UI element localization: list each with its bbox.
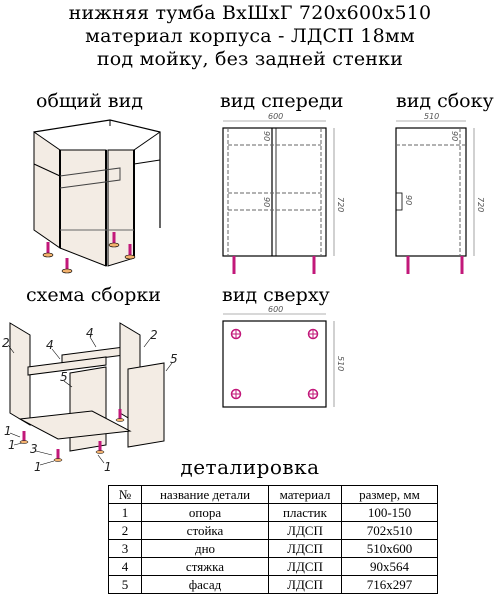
assembly-num-1-a: 1 [4, 424, 12, 438]
assembly-num-4-front: 4 [46, 338, 54, 352]
assembly-drawing [0, 315, 200, 475]
cell-number: 2 [109, 522, 142, 540]
front-width-dim: 600 [268, 112, 284, 121]
assembly-num-1-d: 1 [104, 460, 112, 474]
cell-part-name: дно [142, 540, 269, 558]
cell-size: 702х510 [342, 522, 438, 540]
cell-material: ЛДСП [269, 576, 342, 594]
details-title: деталировка [180, 455, 320, 479]
table-row [109, 504, 438, 522]
cell-number: 5 [109, 576, 142, 594]
label-general-view: общий вид [36, 90, 143, 112]
details-table [108, 485, 438, 594]
top-depth-dim: 510 [336, 356, 345, 372]
cell-material: пластик [269, 504, 342, 522]
side-rail1-dim: 90 [450, 131, 459, 142]
assembly-num-2-left: 2 [2, 336, 10, 350]
label-front-view: вид спереди [220, 90, 344, 112]
cell-material: ЛДСП [269, 540, 342, 558]
assembly-num-1-b: 1 [8, 438, 16, 452]
table-row [109, 540, 438, 558]
general-view-drawing [30, 118, 170, 278]
cell-size: 90х564 [342, 558, 438, 576]
cell-size: 510х600 [342, 540, 438, 558]
header-size: размер, мм [342, 486, 438, 504]
cell-number: 3 [109, 540, 142, 558]
cell-part-name: фасад [142, 576, 269, 594]
table-header-row [109, 486, 438, 504]
assembly-num-3: 3 [30, 442, 38, 456]
title-line-1: нижняя тумба ВхШхГ 720х600х510 [68, 2, 432, 24]
header-material: материал [269, 486, 342, 504]
cell-number: 4 [109, 558, 142, 576]
label-top-view: вид сверху [222, 284, 330, 306]
side-view-drawing [392, 112, 492, 285]
front-height-dim: 720 [336, 197, 345, 213]
cell-material: ЛДСП [269, 558, 342, 576]
assembly-num-5-right: 5 [170, 352, 178, 366]
table-row [109, 558, 438, 576]
label-side-view: вид сбоку [396, 90, 494, 112]
cell-size: 716х297 [342, 576, 438, 594]
cell-part-name: опора [142, 504, 269, 522]
header-number: № [109, 486, 142, 504]
title-line-2: материал корпуса - ЛДСП 18мм [85, 25, 415, 47]
cell-part-name: стяжка [142, 558, 269, 576]
assembly-num-2-right: 2 [150, 328, 158, 342]
label-assembly: схема сборки [26, 284, 161, 306]
cell-material: ЛДСП [269, 522, 342, 540]
table-row [109, 522, 438, 540]
top-width-dim: 600 [268, 305, 284, 314]
header-part-name: название детали [142, 486, 269, 504]
assembly-num-1-c: 1 [34, 460, 42, 474]
front-view-drawing [220, 112, 350, 285]
title-line-3: под мойку, без задней стенки [96, 48, 404, 70]
side-depth-dim: 510 [424, 112, 440, 121]
cell-part-name: стойка [142, 522, 269, 540]
assembly-num-5-left: 5 [60, 370, 68, 384]
front-rail2-dim: 90 [262, 197, 271, 208]
front-rail1-dim: 90 [262, 131, 271, 142]
side-height-dim: 720 [476, 197, 485, 213]
table-row [109, 576, 438, 594]
side-rail2-dim: 90 [404, 195, 413, 206]
cell-number: 1 [109, 504, 142, 522]
cell-size: 100-150 [342, 504, 438, 522]
top-view-drawing [220, 305, 350, 418]
assembly-num-4-rear: 4 [86, 326, 94, 340]
